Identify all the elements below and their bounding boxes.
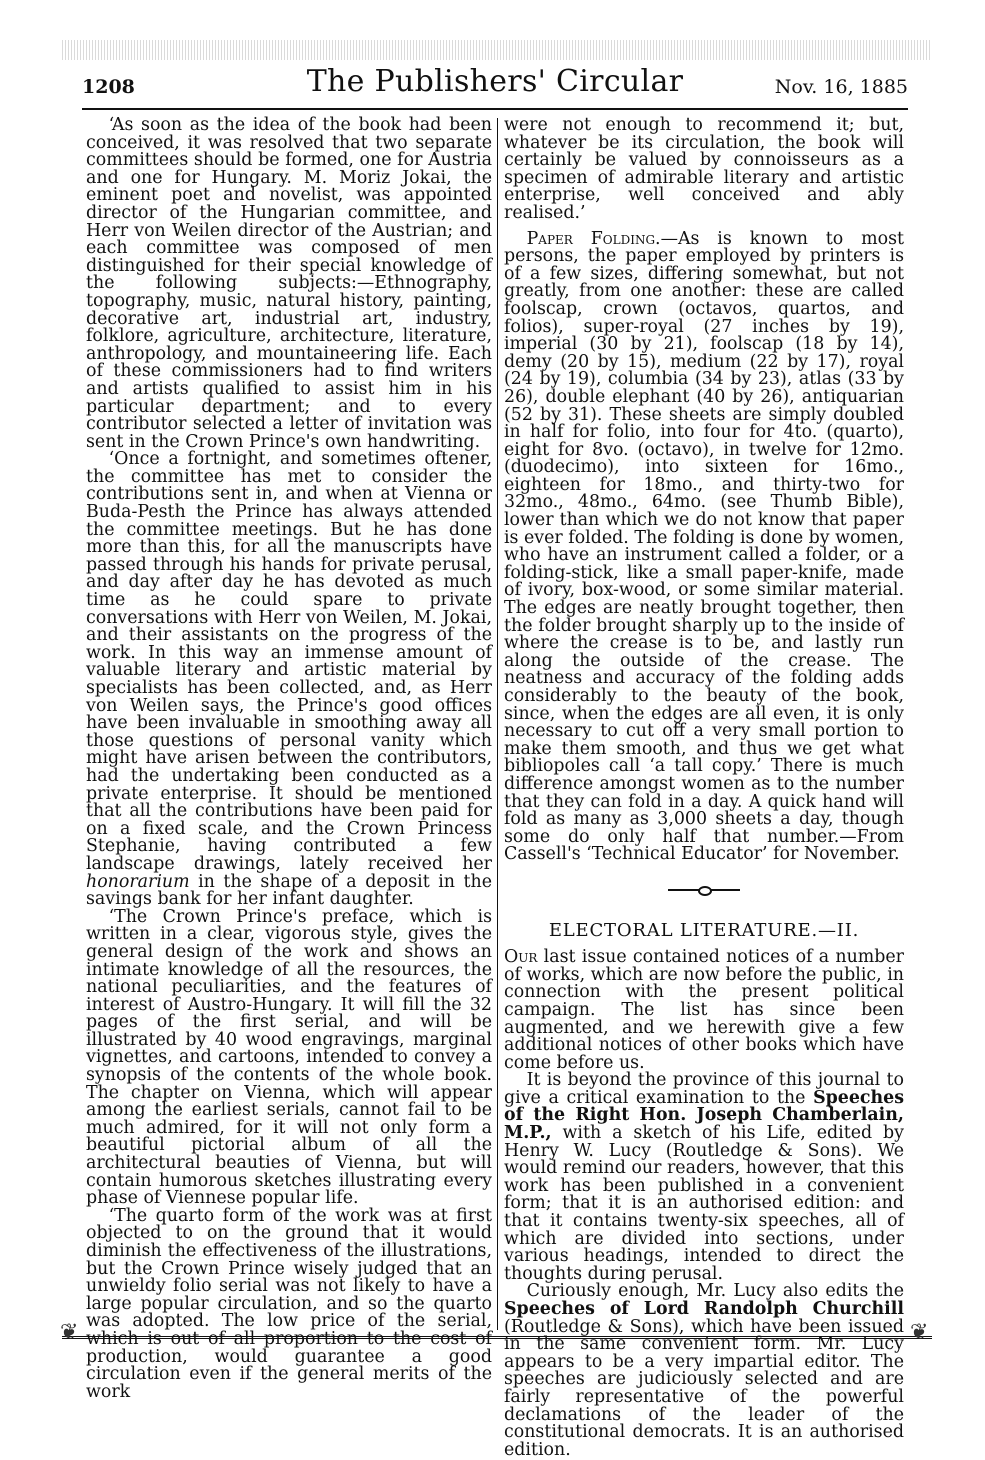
column-divider <box>497 118 498 1330</box>
paragraph-preface: ‘The Crown Prince's preface, which is written in a clear, vigorous style, gives the general design of the work and shows an intimate knowledge of all the resources, the national peculiarities, and the features of interest of Austro-Hungary. It will fill the 32 pages of the first serial, and will be illustrated by 40 wood engravings, marginal vignettes, and cartoons, intended to convey a synopsis of the contents of the whole book. The chapter on Vienna, which will appear among the earliest serials, cannot fail to be much admired, for it will not only form a beautiful pictorial album of all the architectural beauties of Vienna, but will contain humorous sketches illustrating every phase of Viennese popular life. <box>86 906 492 1209</box>
left-column <box>86 117 492 1401</box>
book-title-chamberlain: Speeches of the Right Hon. Joseph Chamberlain, M.P., <box>504 1087 905 1144</box>
paragraph-text: (Routledge & Sons), which have been issued in the same convenient form. Mr. Lucy appears to be a very impartial editor. The speeches are judiciously selected and are fairly representative of the powerful declamations of the leader of the constitutional democrats. It is an authorised edition. <box>504 1316 904 1460</box>
paragraph-text: Curiously enough, Mr. Lucy also edits the <box>526 1281 904 1302</box>
lead-word: Our <box>504 947 538 968</box>
page-number: 1208 <box>82 76 135 98</box>
paper-folding-heading: Paper Folding. <box>526 228 661 249</box>
paragraph-quarto: ‘The quarto form of the work was at first objected to on the ground that it would diminish the effectiveness of the illustrations, but the Crown Prince wisely judged that an unwieldy folio serial was not likely to have a large popular circulation, and so the quarto was adopted. The low price of the serial, which is out of all proportion to the cost of production, would guarantee a good circulation even if the general merits of the work <box>86 1205 492 1402</box>
paragraph-electoral-intro <box>504 949 904 1072</box>
paragraph-churchill <box>504 1283 904 1459</box>
top-decorative-rule <box>62 40 932 60</box>
section-ornament <box>504 882 904 900</box>
fleuron-icon: ❦ <box>60 1320 79 1345</box>
ornament-line <box>668 889 740 891</box>
paragraph-text: —As is known to most persons, the paper employed by printers is of a few sizes, differing somewhat, but not greatly, from one another: these are called foolscap, crown (octavos, quartos, and folios), super-royal (27 inches by 19), imperial (30 by 21), foolscap (18 by 14), demy (20 by 15), medium (22 by 17), royal (24 by 19), columbia (34 by 23), atlas (33 by 26), double elephant (40 by 26), antiquarian (52 by 31). These sheets are simply doubled in half for folio, into four for 4to. (quarto), eight for 8vo. (octavo), in twelve for 12mo. (duodecimo), into sixteen for 16mo., eighteen for 18mo., and thirty-two for 32mo., 48mo., 64mo. (see Thumb Bible), lower than which we do not know that paper is ever folded. The folding is done by women, who have an instrument called a folder, or a folding-stick, like a small paper-knife, made of ivory, box-wood, or some similar material. The edges are neatly brought together, then the folder brought sharply up to the inside of where the crease is to be, and lastly run along the outside of the crease. The neatness and accuracy of the folding adds considerably to the beauty of the book, since, when the edges are all even, it is only necessary to cut off a very small portion to make them smooth, and thus we get what bibliopoles call ‘a tall copy.’ There is much difference amongst women as to the number that they can fold in a day. A quick hand will fold as many as 3,000 sheets a day, though some do only half that number.—From Cassell's ‘Technical Educator’ for November. <box>504 228 904 865</box>
right-column <box>504 117 904 1459</box>
paragraph-text: It is beyond the province of this journal to give a critical examination to the <box>504 1070 904 1108</box>
issue-date: Nov. 16, 1885 <box>774 76 908 98</box>
page-header <box>82 62 908 110</box>
paragraph-fortnight <box>86 451 492 908</box>
paragraph-chamberlain <box>504 1072 904 1283</box>
bottom-decorative-rule <box>62 1336 932 1349</box>
paragraph-paper-folding <box>504 228 904 865</box>
paragraph-text: with a sketch of his Life, edited by Henry W. Lucy (Routledge & Sons). We would remind our readers, however, that this work has been published in a convenient form; that it is an authorised edition: and that it contains twenty-six speeches, all of which are divided into sections, under various headings, intended to direct the thoughts during perusal. <box>504 1123 904 1284</box>
section-heading: ELECTORAL LITERATURE.—II. <box>548 919 860 941</box>
paragraph-continuation: were not enough to recommend it; but, whatever be its circulation, the book will certainly be valued by connoisseurs as a specimen of admirable literary and artistic enterprise, well conceived and ably realised.’ <box>504 115 904 223</box>
fleuron-icon: ❦ <box>910 1320 929 1345</box>
journal-title: The Publishers' Circular <box>306 64 684 99</box>
paragraph-text: ‘Once a fortnight, and sometimes oftener, the committee has met to consider the contributions sent in, and when at Vienna or Buda-Pesth the Prince has always attended the committee meetings. But he has done more than this, for all the manuscripts have passed through his hands for private perusal, and day after day he has devoted as much time as he could spare to private conversations with Herr von Weilen, M. Jokai, and their assistants on the progress of the work. In this way an immense amount of valuable literary and artistic material by specialists has been collected, and, as Herr von Weilen says, the Prince's good offices have been invaluable in smoothing away all those questions of personal vanity which might have arisen between the contributors, had the undertaking been conducted as a private enterprise. It should be mentioned that all the contributions have been paid for on a fixed scale, and the Crown Princess Stephanie, having contributed a few landscape drawings, lately received her <box>86 449 492 874</box>
paragraph-text: last issue contained notices of a number of works, which are now before the public, in connection with the present political campaign. The list has since been augmented, and we herewith give a few additional notices of other books which have come before us. <box>504 947 904 1073</box>
paragraph-committees: ‘As soon as the idea of the book had been conceived, it was resolved that two separate committees should be formed, one for Austria and one for Hungary. M. Moriz Jokai, the eminent poet and novelist, was appointed director of the Hungarian committee, and Herr von Weilen director of the Austrian; and each committee was composed of men distinguished for their special knowledge of the following subjects:—Ethnography, topography, music, natural history, painting, decorative art, industrial art, industry, folklore, agriculture, architecture, literature, anthropology, and mountaineering life. Each of these commissioners had to find writers and artists qualified to assist him in his particular department; and to every contributor selected a letter of invitation was sent in the Crown Prince's own handwriting. <box>86 115 492 452</box>
book-title-churchill: Speeches of Lord Randolph Churchill <box>504 1299 904 1319</box>
paragraph-text: in the shape of a deposit in the savings bank for her infant daughter. <box>86 871 492 910</box>
italic-term: honorarium <box>86 871 190 892</box>
